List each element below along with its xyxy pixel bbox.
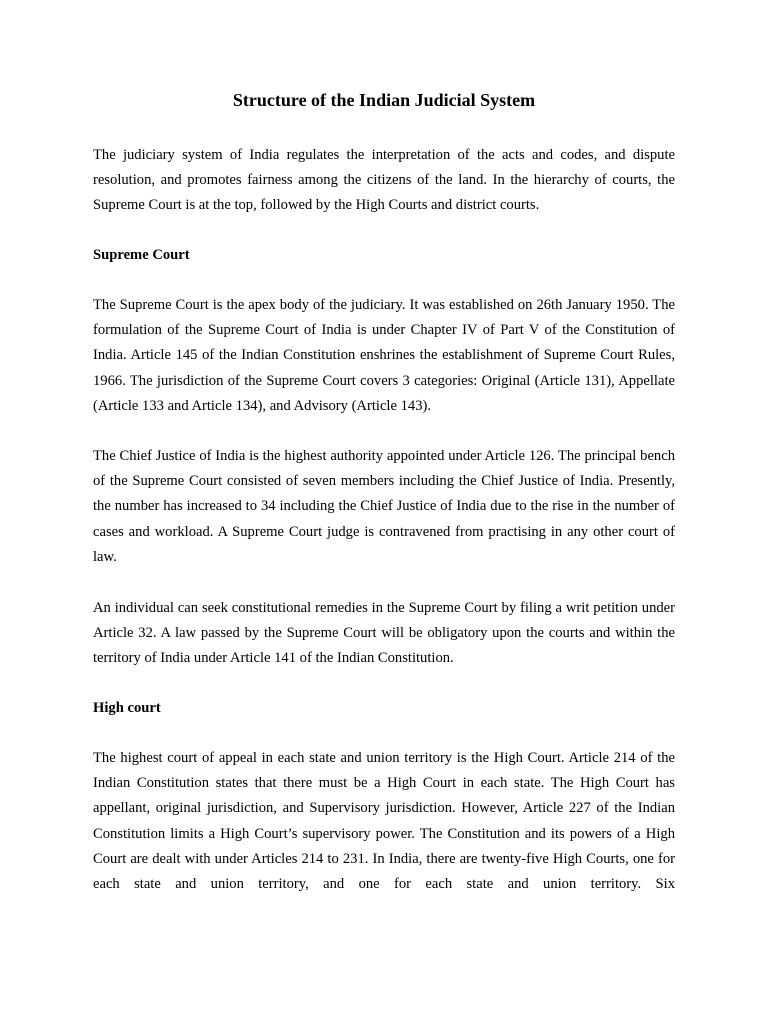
section-heading-high-court: High court	[93, 700, 161, 716]
supreme-court-paragraph-2: The Chief Justice of India is the highest authority appointed under Article 126. The principal bench of the Supreme Court consisted of seven members including the Chief Justice of India. Presently, the number has increased to 34 including the Chief Justice of India due to the rise in the number of cases and workload. A Supreme Court judge is contravened from practising in any other court of law.	[93, 448, 675, 565]
high-court-paragraph-1: The highest court of appeal in each state and union territory is the High Court. Article 214 of the Indian Constitution states that there must be a High Court in each state. The High Court has appellant, original jurisdiction, and Supervisory jurisdiction. However, Article 227 of the Indian Constitution limits a High Court’s supervisory power. The Constitution and its powers of a High Court are dealt with under Articles 214 to 231. In India, there are twenty-five High Courts, one for each state and union territory, and one for each state and union territory. Six	[93, 750, 675, 893]
supreme-court-paragraph-1: The Supreme Court is the apex body of the judiciary. It was established on 26th January 1950. The formulation of the Supreme Court of India is under Chapter IV of Part V of the Constitution of India. Article 145 of the Indian Constitution enshrines the establishment of Supreme Court Rules, 1966. The jurisdiction of the Supreme Court covers 3 categories: Original (Article 131), Appellate (Article 133 and Article 134), and Advisory (Article 143).	[93, 297, 675, 414]
document-title: Structure of the Indian Judicial System	[232, 90, 536, 110]
supreme-court-paragraph-3: An individual can seek constitutional remedies in the Supreme Court by filing a writ petition under Article 32. A law passed by the Supreme Court will be obligatory upon the courts and within the territory of India under Article 141 of the Indian Constitution.	[93, 600, 675, 667]
section-heading-supreme-court: Supreme Court	[93, 247, 190, 263]
intro-paragraph: The judiciary system of India regulates the interpretation of the acts and codes, and dispute resolution, and promotes fairness among the citizens of the land. In the hierarchy of courts, the Supreme Court is at the top, followed by the High Courts and district courts.	[93, 147, 675, 214]
